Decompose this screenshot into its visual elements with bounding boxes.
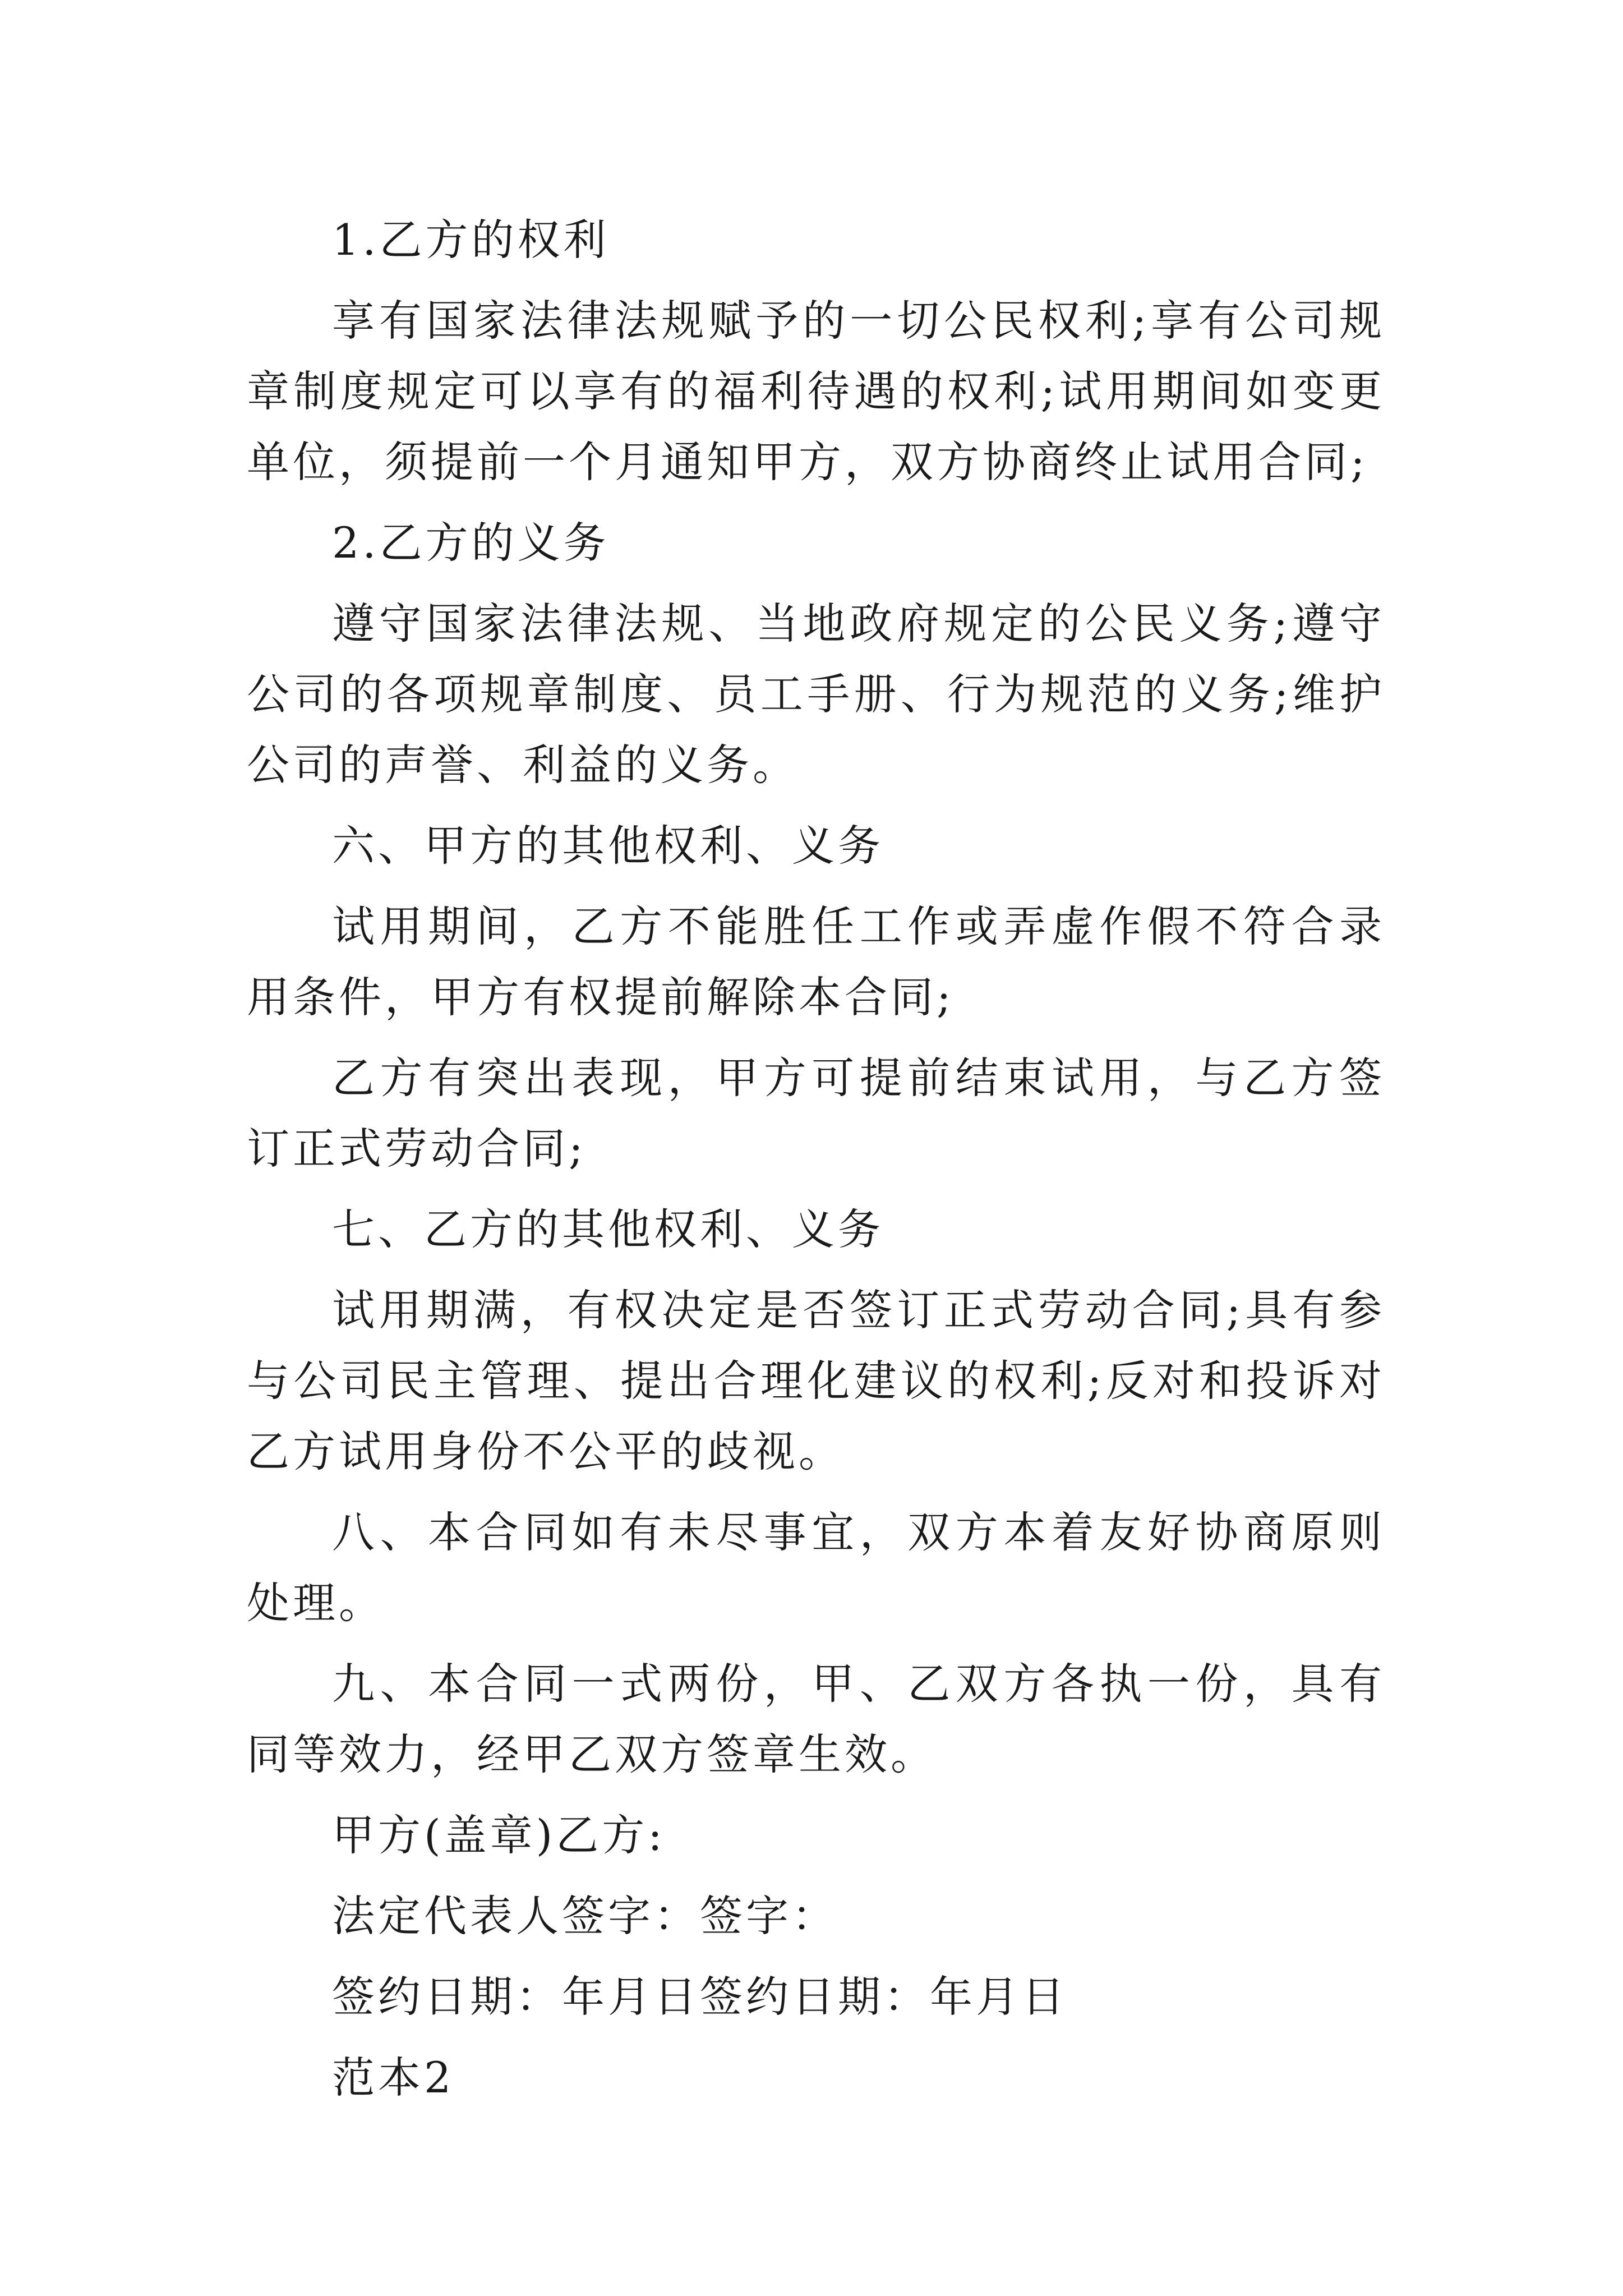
clause-eight: 八、本合同如有未尽事宜，双方本着友好协商原则处理。 xyxy=(247,1507,1385,1628)
paragraph-party-a-early-end: 乙方有突出表现，甲方可提前结束试用，与乙方签订正式劳动合同; xyxy=(247,1053,1385,1174)
signature-line-parties: 甲方(盖章)乙方: xyxy=(332,1810,666,1860)
section-heading-party-b-rights: 1.乙方的权利 xyxy=(332,215,610,265)
paragraph-party-b-rights: 享有国家法律法规赋予的一切公民权利;享有公司规章制度规定可以享有的福利待遇的权利;试用期间如变更单位，须提前一个月通知甲方，双方协商终止试用合同; xyxy=(247,296,1385,487)
signature-line-dates: 签约日期：年月日签约日期：年月日 xyxy=(332,1972,1068,2022)
signature-line-representatives: 法定代表人签字：签字： xyxy=(332,1891,838,1941)
document-body xyxy=(247,205,1385,2113)
paragraph-party-a-termination: 试用期间，乙方不能胜任工作或弄虚作假不符合录用条件，甲方有权提前解除本合同; xyxy=(247,901,1385,1022)
section-heading-party-b-obligations: 2.乙方的义务 xyxy=(332,518,610,568)
paragraph-party-b-obligations: 遵守国家法律法规、当地政府规定的公民义务;遵守公司的各项规章制度、员工手册、行为规范的义务;维护公司的声誉、利益的义务。 xyxy=(247,599,1385,790)
template-two-heading: 范本2 xyxy=(332,2053,455,2102)
clause-nine: 九、本合同一式两份，甲、乙双方各执一份，具有同等效力，经甲乙双方签章生效。 xyxy=(247,1659,1385,1779)
section-heading-party-a-other: 六、甲方的其他权利、义务 xyxy=(332,821,884,871)
paragraph-party-b-other: 试用期满，有权决定是否签订正式劳动合同;具有参与公司民主管理、提出合理化建议的权利;反对和投诉对乙方试用身份不公平的歧视。 xyxy=(247,1285,1385,1476)
section-heading-party-b-other: 七、乙方的其他权利、义务 xyxy=(332,1204,884,1254)
